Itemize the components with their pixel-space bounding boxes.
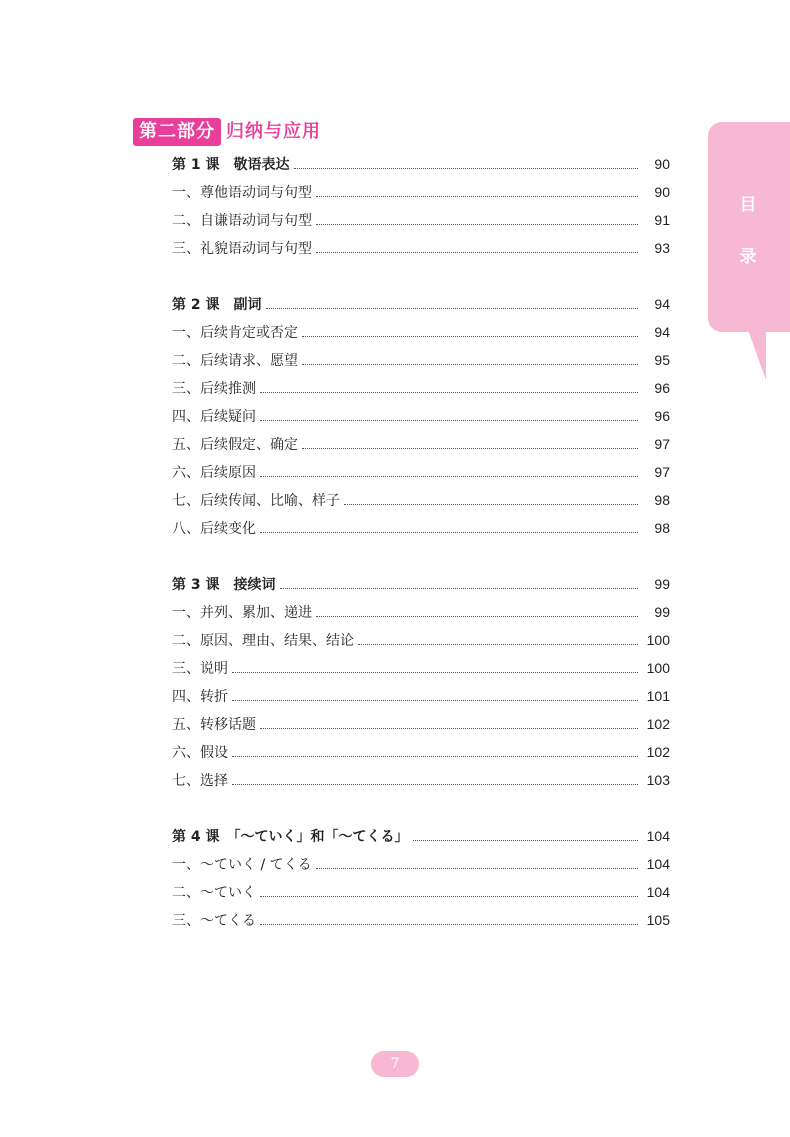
side-tab-char-1: 目	[739, 195, 757, 215]
toc-page-number: 94	[654, 296, 670, 312]
dot-leader	[260, 391, 638, 393]
toc-entry-label: 二、自谦语动词与句型	[172, 213, 312, 229]
dot-leader	[280, 587, 639, 589]
toc-page-number: 94	[654, 324, 670, 340]
toc-entry-row[interactable]	[172, 318, 670, 346]
dot-leader	[302, 363, 638, 365]
dot-leader	[358, 643, 638, 645]
toc-entry-row[interactable]	[172, 458, 670, 486]
toc-entry-row[interactable]	[172, 402, 670, 430]
toc-page-number: 93	[654, 240, 670, 256]
dot-leader	[316, 867, 638, 869]
toc-page-number: 101	[646, 688, 670, 704]
toc-page-number: 90	[654, 184, 670, 200]
toc-page-number: 95	[654, 352, 670, 368]
toc-page-number: 104	[646, 884, 670, 900]
toc-entry-label: 四、转折	[172, 689, 228, 705]
toc-page-number: 100	[646, 632, 670, 648]
toc-lesson-row[interactable]	[172, 150, 670, 178]
toc-entry-row[interactable]	[172, 906, 670, 934]
toc-entry-row[interactable]	[172, 654, 670, 682]
toc-lesson-row[interactable]	[172, 822, 670, 850]
dot-leader	[260, 475, 638, 477]
toc-entry-label: 三、～てくる	[172, 913, 256, 929]
toc-entry-label: 七、后续传闻、比喻、样子	[172, 493, 340, 509]
page-number: 7	[371, 1051, 419, 1077]
toc-entry-row[interactable]	[172, 234, 670, 262]
toc-entry-row[interactable]	[172, 486, 670, 514]
dot-leader	[316, 251, 638, 253]
toc-entry-row[interactable]	[172, 430, 670, 458]
dot-leader	[232, 783, 638, 785]
toc-page-number: 104	[646, 856, 670, 872]
toc-page-number: 98	[654, 492, 670, 508]
toc-entry-label: 三、后续推测	[172, 381, 256, 397]
toc-page-number: 91	[654, 212, 670, 228]
toc-page-number: 102	[646, 716, 670, 732]
dot-leader	[316, 223, 638, 225]
toc-page-number: 97	[654, 464, 670, 480]
toc-entry-row[interactable]	[172, 374, 670, 402]
dot-leader	[294, 167, 639, 169]
part-badge: 第二部分	[133, 118, 221, 146]
toc-entry-label: 八、后续变化	[172, 521, 256, 537]
dot-leader	[260, 727, 638, 729]
toc-entry-label: 二、后续请求、愿望	[172, 353, 298, 369]
toc-lesson-row[interactable]	[172, 290, 670, 318]
toc-entry-label: 第 1 课 敬语表达	[172, 157, 290, 173]
toc-page-number: 102	[646, 744, 670, 760]
section-title: 归纳与应用	[226, 121, 321, 142]
toc-entry-row[interactable]	[172, 598, 670, 626]
toc-entry-row[interactable]	[172, 738, 670, 766]
toc-entry-label: 六、假设	[172, 745, 228, 761]
side-tab	[708, 122, 790, 332]
toc-page-number: 96	[654, 408, 670, 424]
toc-entry-row[interactable]	[172, 710, 670, 738]
toc-page-number: 90	[654, 156, 670, 172]
dot-leader	[260, 531, 638, 533]
dot-leader	[260, 419, 638, 421]
toc-page-number: 105	[646, 912, 670, 928]
toc-entry-row[interactable]	[172, 878, 670, 906]
toc-entry-label: 七、选择	[172, 773, 228, 789]
dot-leader	[316, 615, 638, 617]
dot-leader	[232, 755, 638, 757]
toc-page-number: 98	[654, 520, 670, 536]
side-tab-char-2: 录	[739, 247, 757, 267]
toc-entry-label: 六、后续原因	[172, 465, 256, 481]
toc-entry-label: 三、说明	[172, 661, 228, 677]
toc-entry-label: 第 2 课 副词	[172, 297, 262, 313]
dot-leader	[344, 503, 638, 505]
toc-page-number: 99	[654, 604, 670, 620]
toc-entry-label: 二、～ていく	[172, 885, 256, 901]
section-heading	[133, 117, 321, 147]
toc-page-number: 99	[654, 576, 670, 592]
toc-page-number: 103	[646, 772, 670, 788]
dot-leader	[316, 195, 638, 197]
toc-entry-label: 二、原因、理由、结果、结论	[172, 633, 354, 649]
toc-entry-label: 三、礼貌语动词与句型	[172, 241, 312, 257]
dot-leader	[302, 447, 638, 449]
toc-entry-label: 五、后续假定、确定	[172, 437, 298, 453]
toc-entry-label: 四、后续疑问	[172, 409, 256, 425]
toc-page-number: 97	[654, 436, 670, 452]
dot-leader	[413, 839, 639, 841]
toc-entry-row[interactable]	[172, 626, 670, 654]
toc-entry-label: 一、～ていく / てくる	[172, 857, 312, 873]
toc-page-number: 96	[654, 380, 670, 396]
toc-entry-row[interactable]	[172, 682, 670, 710]
toc-entry-label: 一、后续肯定或否定	[172, 325, 298, 341]
dot-leader	[260, 923, 638, 925]
toc-entry-row[interactable]	[172, 346, 670, 374]
toc-entry-label: 第 3 课 接续词	[172, 577, 276, 593]
toc-lesson-row[interactable]	[172, 570, 670, 598]
side-tab-tail	[748, 330, 766, 380]
toc-entry-label: 五、转移话题	[172, 717, 256, 733]
dot-leader	[302, 335, 638, 337]
toc-page-number: 104	[646, 828, 670, 844]
dot-leader	[232, 671, 638, 673]
toc-entry-row[interactable]	[172, 850, 670, 878]
toc-page-number: 100	[646, 660, 670, 676]
toc-entry-row[interactable]	[172, 766, 670, 794]
toc-entry-label: 一、并列、累加、递进	[172, 605, 312, 621]
dot-leader	[260, 895, 638, 897]
toc-entry-row[interactable]	[172, 206, 670, 234]
toc-entry-label: 第 4 课 「～ていく」和「～てくる」	[172, 829, 409, 845]
dot-leader	[266, 307, 639, 309]
toc-entry-row[interactable]	[172, 178, 670, 206]
dot-leader	[232, 699, 638, 701]
toc-entry-label: 一、尊他语动词与句型	[172, 185, 312, 201]
toc-entry-row[interactable]	[172, 514, 670, 542]
